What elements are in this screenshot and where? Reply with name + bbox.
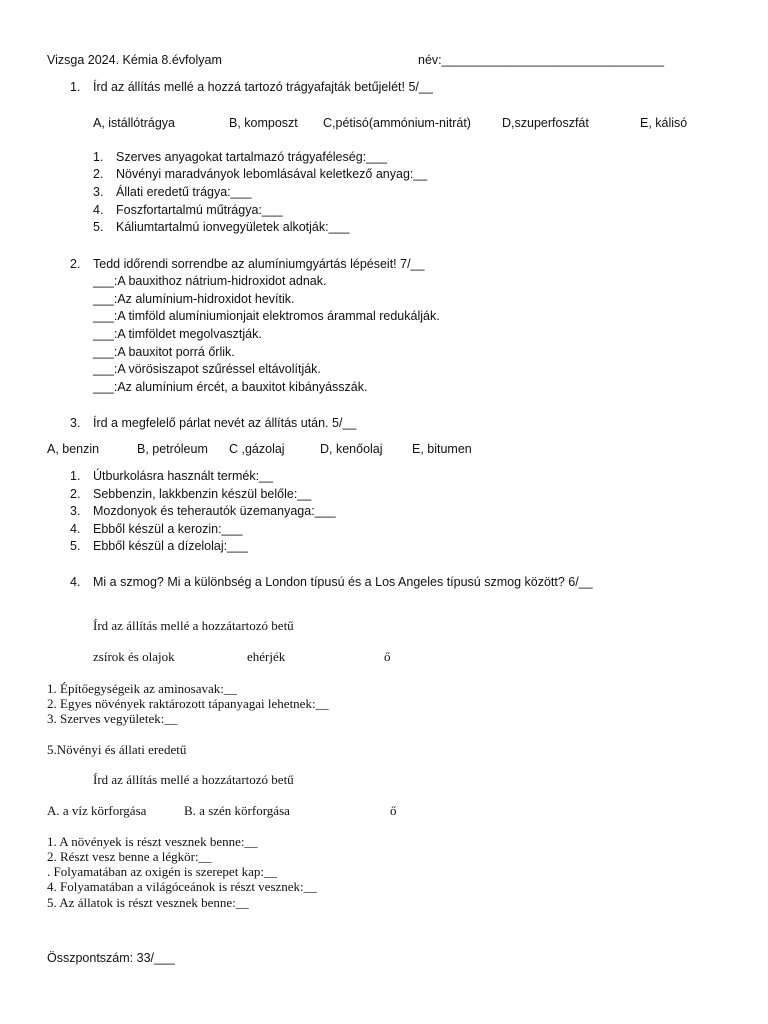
- q5-label: 5.Növényi és állati eredetű: [47, 742, 187, 757]
- exam-title: Vizsga 2024. Kémia 8.évfolyam: [47, 53, 222, 67]
- block-a-item: 3. Szerves vegyületek:__: [47, 711, 178, 726]
- q3-prompt: Írd a megfelelő párlat nevét az állítás után. 5/__: [93, 416, 357, 430]
- q1-number: 1.: [70, 80, 81, 94]
- total-score: Összpontszám: 33/___: [47, 951, 175, 965]
- q2-step: ___:A bauxithoz nátrium-hidroxidot adnak.: [93, 274, 327, 288]
- block-b-item: . Folyamatában az oxigén is szerepet kap:__: [47, 864, 277, 879]
- q2-step: ___:Az alumínium-hidroxidot hevítik.: [93, 292, 295, 306]
- block-a-option: zsírok és olajok: [93, 649, 175, 664]
- q2-step: ___:Az alumínium ércét, a bauxitot kibányásszák.: [93, 380, 368, 394]
- block-b-item: 4. Folyamatában a világóceánok is részt vesznek:__: [47, 879, 317, 894]
- q2-step: ___:A bauxitot porrá őrlik.: [93, 345, 235, 359]
- q2-prompt: Tedd időrendi sorrendbe az alumíniumgyártás lépéseit! 7/__: [93, 257, 425, 271]
- block-b-item: 2. Részt vesz benne a légkör:__: [47, 849, 212, 864]
- q4-prompt: Mi a szmog? Mi a különbség a London típusú és a Los Angeles típusú szmog között? 6/__: [93, 575, 593, 589]
- q1-option-e: E, kálisó: [640, 116, 688, 130]
- q3-option-c: C ,gázolaj: [229, 442, 285, 456]
- q2-step: ___:A vörösiszapot szűréssel eltávolítják.: [93, 362, 321, 376]
- name-field-label: név:________________________________: [418, 53, 665, 67]
- q3-number: 3.: [70, 416, 81, 430]
- block-b-item: 5. Az állatok is részt vesznek benne:__: [47, 895, 249, 910]
- block-b-option: A. a víz körforgása: [47, 803, 147, 818]
- q3-option-e: E, bitumen: [412, 442, 472, 456]
- block-b-instruction: Írd az állítás mellé a hozzátartozó betű: [93, 772, 294, 787]
- q1-option-c: C,pétisó(ammónium-nitrát): [323, 116, 471, 130]
- block-a-item: 2. Egyes növények raktározott tápanyagai lehetnek:__: [47, 696, 329, 711]
- q3-option-b: B, petróleum: [137, 442, 208, 456]
- block-b-item: 1. A növények is részt vesznek benne:__: [47, 834, 258, 849]
- q1-option-d: D,szuperfoszfát: [502, 116, 589, 130]
- q3-option-a: A, benzin: [47, 442, 100, 456]
- q3-option-d: D, kenőolaj: [320, 442, 383, 456]
- block-a-option: ehérjék: [247, 649, 286, 664]
- block-b-option: B. a szén körforgása: [184, 803, 290, 818]
- q1-option-b: B, komposzt: [229, 116, 298, 130]
- q2-number: 2.: [70, 257, 81, 271]
- q1-option-a: A, istállótrágya: [93, 116, 175, 130]
- block-a-item: 1. Építőegységeik az aminosavak:__: [47, 681, 237, 696]
- block-a-option: ő: [384, 649, 391, 664]
- q1-prompt: Írd az állítás mellé a hozzá tartozó trágyafajták betűjelét! 5/__: [93, 80, 433, 94]
- q2-step: ___:A timföldet megolvasztják.: [93, 327, 262, 341]
- block-b-option: ő: [390, 803, 397, 818]
- q2-step: ___:A timföld alumíniumionjait elektromos árammal redukálják.: [93, 309, 440, 323]
- q4-number: 4.: [70, 575, 81, 589]
- block-a-instruction: Írd az állítás mellé a hozzátartozó betű: [93, 618, 294, 633]
